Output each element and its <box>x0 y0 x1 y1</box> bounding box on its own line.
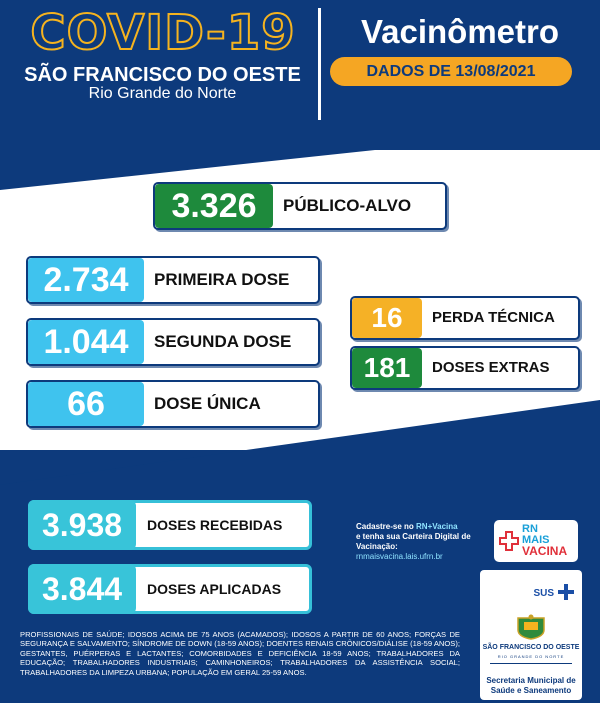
doses-aplicadas-card <box>28 564 312 614</box>
doses-recebidas-label: DOSES RECEBIDAS <box>147 517 283 533</box>
primeira-dose-value: 2.734 <box>28 258 144 302</box>
date-badge: DADOS DE 13/08/2021 <box>330 57 572 86</box>
doses-extras-value: 181 <box>352 348 422 388</box>
doses-aplicadas-label: DOSES APLICADAS <box>147 581 282 597</box>
cadastro-text <box>356 522 488 562</box>
cadastro-url[interactable]: rnmaisvacina.lais.ufrn.br <box>356 552 443 561</box>
header-divider <box>318 8 321 120</box>
segunda-dose-card <box>26 318 320 366</box>
cadastro-line1-a: Cadastre-se no <box>356 522 417 531</box>
rn-mais-vacina-logo <box>494 520 578 562</box>
municipal-crest-icon <box>514 614 548 640</box>
primeira-dose-card <box>26 256 320 304</box>
dose-unica-value: 66 <box>28 382 144 426</box>
city-name: SÃO FRANCISCO DO OESTE <box>24 64 301 86</box>
doses-extras-card <box>350 346 580 390</box>
segunda-dose-value: 1.044 <box>28 320 144 364</box>
rn-logo-line2: MAIS <box>522 534 550 546</box>
secretaria-line1: Secretaria Municipal de <box>486 676 576 685</box>
rn-logo-text <box>522 524 567 558</box>
sus-cross-icon <box>558 584 574 600</box>
dose-unica-card <box>26 380 320 428</box>
publico-alvo-label: PÚBLICO-ALVO <box>283 196 412 215</box>
doses-extras-label: DOSES EXTRAS <box>432 359 550 376</box>
cadastro-line1-b: RN+Vacina <box>416 522 458 531</box>
perda-tecnica-label: PERDA TÉCNICA <box>432 309 555 326</box>
secretaria-text <box>482 676 580 696</box>
doses-aplicadas-value: 3.844 <box>28 564 136 614</box>
primeira-dose-label: PRIMEIRA DOSE <box>154 270 290 289</box>
dose-unica-label: DOSE ÚNICA <box>154 394 261 413</box>
cadastro-line2: e tenha sua Carteira Digital de Vacinação: <box>356 532 471 551</box>
rn-logo-line1: RN <box>522 523 538 535</box>
municipio-name: SÃO FRANCISCO DO OESTE <box>482 644 580 651</box>
secretaria-divider <box>490 663 572 664</box>
vacinometro-title: Vacinômetro <box>360 13 560 50</box>
state-name: Rio Grande do Norte <box>88 85 237 102</box>
medical-cross-icon <box>499 531 519 551</box>
secretaria-line2: Saúde e Saneamento <box>490 686 572 695</box>
target-groups-footnote: PROFISSIONAIS DE SAÚDE; IDOSOS ACIMA DE 75 ANOS (ACAMADOS); IDOSOS A PARTIR DE 60 ANOS; FORÇAS DE SEGURANÇA E SALVAMENTO; SÍNDROME DE DOWN (18-59 ANOS); DOENTES RENAIS CRÔNICOS/DIÁLISE (18-59 ANOS); GESTANTES, PUÉRPERAS E LACTANTES; COMORBIDADES E DEFICIÊNCIA 18-59 ANOS; TRABALHADORES DA EDUCAÇÃO; TRABALHADORES INDUSTRIAIS; CAMINHONEIROS; TRABALHADORES DA ASSISTÊNCIA SOCIAL; TRABALHADORES DA LIMPEZA URBANA; POPULAÇÃO EM GERAL 25-59 ANOS. <box>20 630 460 677</box>
municipio-state: RIO GRANDE DO NORTE <box>497 654 565 659</box>
sus-logo-text: SUS <box>533 588 554 599</box>
secretaria-card <box>480 570 582 700</box>
segunda-dose-label: SEGUNDA DOSE <box>154 332 292 351</box>
header <box>0 0 600 150</box>
doses-recebidas-card <box>28 500 312 550</box>
perda-tecnica-card <box>350 296 580 340</box>
rn-logo-line3: VACINA <box>522 544 568 558</box>
doses-recebidas-value: 3.938 <box>28 500 136 550</box>
publico-alvo-card <box>153 182 447 230</box>
perda-tecnica-value: 16 <box>352 298 422 338</box>
publico-alvo-value: 3.326 <box>155 184 273 228</box>
covid-title: COVID-19 <box>30 5 296 61</box>
